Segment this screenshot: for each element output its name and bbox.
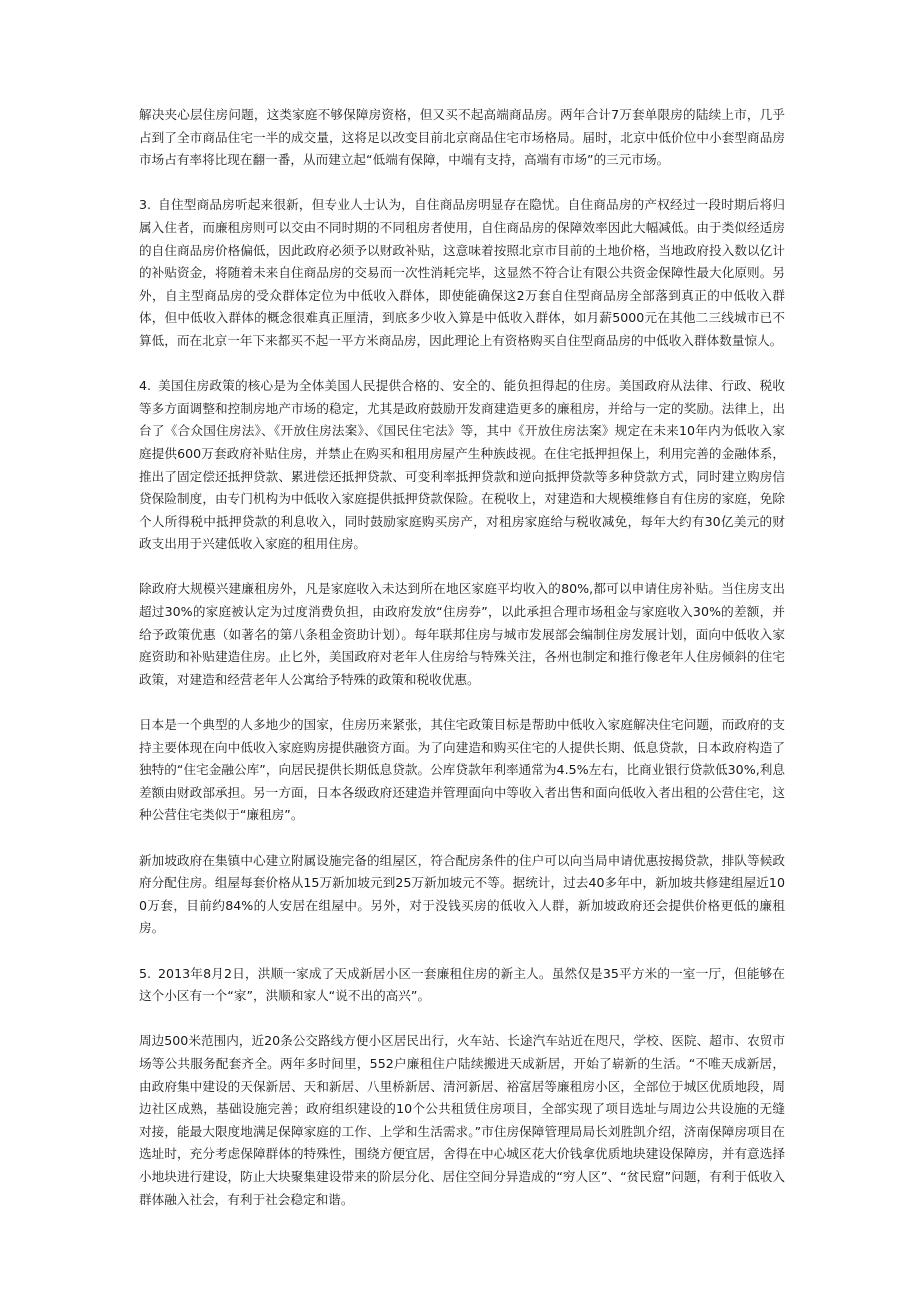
paragraph-5-text: 日本是一个典型的人多地少的国家，住房历来紧张，其住宅政策目标是帮助中低收入家庭解决住宅问题，而政府的支持主要体现在向中低收入家庭购房提供融资方面。为了向建造和购买住宅的人提供长期、低息贷款，日本政府构造了独特的“住宅金融公库”，向居民提供长期低息贷款。公库贷款年利率通常为4.5%左右，比商业银行贷款低30%,利息差额由财政部承担。另一方面，日本各级政府还建造并管理面向中等收入者出售和面向低收入者出租的公营住宅，这种公营住宅类似于“廉租房”。 bbox=[139, 717, 785, 823]
paragraph-8-text: 周边500米范围内，近20条公交路线方便小区居民出行，火车站、长途汽车站近在咫尺，学校、医院、超市、农贸市场等公共服务配套齐全。两年多时间里，552户廉租住户陆续搬进天成新居，开始了崭新的生活。“不唯天成新居，由政府集中建设的天保新居、天和新居、八里桥新居、清河新居、裕富居等廉租房小区，全部位于城区优质地段，周边社区成熟，基础设施完善；政府组织建设的10个公共租赁住房项目，全部实现了项目选址与周边公共设施的无缝对接，能最大限度地满足保障家庭的工作、上学和生活需求。”市住房保障管理局局长刘胜凯介绍，济南保障房项目在选址时，充分考虑保障群体的特殊性，围绕方便宜居，舍得在中心城区花大价钱拿优质地块建设保障房，并有意选择小地块进行建设，防止大块聚集建设带来的阶层分化、居住空间分异造成的“穷人区”、“贫民窟”问题，有利于低收入群体融入社会，有利于社会稳定和谐。 bbox=[139, 1033, 785, 1207]
paragraph-7-number: 5. bbox=[139, 965, 152, 981]
paragraph-3 bbox=[139, 375, 785, 556]
paragraph-2-number: 3. bbox=[139, 197, 152, 213]
paragraph-5 bbox=[139, 714, 785, 827]
paragraph-6 bbox=[139, 850, 785, 940]
paragraph-6-text: 新加坡政府在集镇中心建立附属设施完备的组屋区，符合配房条件的住户可以向当局申请优惠按揭贷款，排队等候政府分配住房。组屋每套价格从15万新加坡元到25万新加坡元不等。据统计，过去40多年中，新加坡共修建组屋近100万套，目前约84%的人安居在组屋中。另外，对于没钱买房的低收入人群，新加坡政府还会提供价格更低的廉租房。 bbox=[139, 852, 785, 936]
paragraph-1 bbox=[139, 104, 785, 172]
paragraph-3-number: 4. bbox=[139, 378, 152, 394]
paragraph-1-text: 解决夹心层住房问题，这类家庭不够保障房资格，但又买不起高端商品房。两年合计7万套单限房的陆续上市，几乎占到了全市商品住宅一半的成交量，这将足以改变目前北京商品住宅市场格局。届时，北京中低价位中小套型商品房市场占有率将比现在翻一番，从而建立起“低端有保障，中端有支持，高端有市场”的三元市场。 bbox=[139, 107, 785, 168]
paragraph-8 bbox=[139, 1030, 785, 1211]
paragraph-3-text: 美国住房政策的核心是为全体美国人民提供合格的、安全的、能负担得起的住房。美国政府从法律、行政、税收等多方面调整和控制房地产市场的稳定，尤其是政府鼓励开发商建造更多的廉租房，并给与一定的奖励。法律上，出台了《合众国住房法》、《开放住房法案》、《国民住宅法》等，其中《开放住房法案》规定在未来10年内为低收入家庭提供600万套政府补贴住房，并禁止在购买和租用房屋产生种族歧视。在住宅抵押担保上，利用完善的金融体系，推出了固定偿还抵押贷款、累进偿还抵押贷款、可变利率抵押贷款和逆向抵押贷款等多种贷款方式，同时建立购房信贷保险制度，由专门机构为中低收入家庭提供抵押贷款保险。在税收上，对建造和大规模维修自有住房的家庭，免除个人所得税中抵押贷款的利息收入，同时鼓励家庭购买房产，对租房家庭给与税收减免，每年大约有30亿美元的财政支出用于兴建低收入家庭的租用住房。 bbox=[139, 378, 785, 552]
paragraph-7 bbox=[139, 963, 785, 1008]
paragraph-2-text: 自住型商品房听起来很新，但专业人士认为，自住商品房明显存在隐忧。自住商品房的产权经过一段时期后将归属入住者，而廉租房则可以交由不同时期的不同租房者使用，自住商品房的保障效率因此大幅减低。由于类似经适房的自住商品房价格偏低，因此政府必须予以财政补贴，这意味着按照北京市目前的土地价格，当地政府投入数以亿计的补贴资金，将随着未来自住商品房的交易而一次性消耗完毕，这显然不符合让有限公共资金保障性最大化原则。另外，自主型商品房的受众群体定位为中低收入群体，即使能确保这2万套自住型商品房全部落到真正的中低收入群体，但中低收入群体的概念很难真正厘清，到底多少收入算是中低收入群体，如月薪5000元在其他二三线城市已不算低，而在北京一年下来都买不起一平方米商品房，因此理论上有资格购买自住型商品房的中低收入群体数量惊人。 bbox=[139, 197, 785, 348]
paragraph-4-text: 除政府大规模兴建廉租房外，凡是家庭收入未达到所在地区家庭平均收入的80%,都可以申请住房补贴。当住房支出超过30%的家庭被认定为过度消费负担，由政府发放“住房券”，以此承担合理市场租金与家庭收入30%的差额，并给予政策优惠（如著名的第八条租金资助计划）。每年联邦住房与城市发展部会编制住房发展计划，面向中低收入家庭资助和补贴建造住房。止匕外，美国政府对老年人住房给与特殊关注，各州也制定和推行像老年人住房倾斜的住宅政策，对建造和经营老年人公寓给予特殊的政策和税收优惠。 bbox=[139, 581, 785, 687]
paragraph-7-text: 2013年8月2日，洪顺一家成了天成新居小区一套廉租住房的新主人。虽然仅是35平方米的一室一厅，但能够在这个小区有一个“家”，洪顺和家人“说不出的高兴”。 bbox=[139, 965, 785, 1004]
paragraph-4 bbox=[139, 578, 785, 691]
document-body bbox=[139, 104, 785, 1234]
paragraph-2 bbox=[139, 194, 785, 352]
